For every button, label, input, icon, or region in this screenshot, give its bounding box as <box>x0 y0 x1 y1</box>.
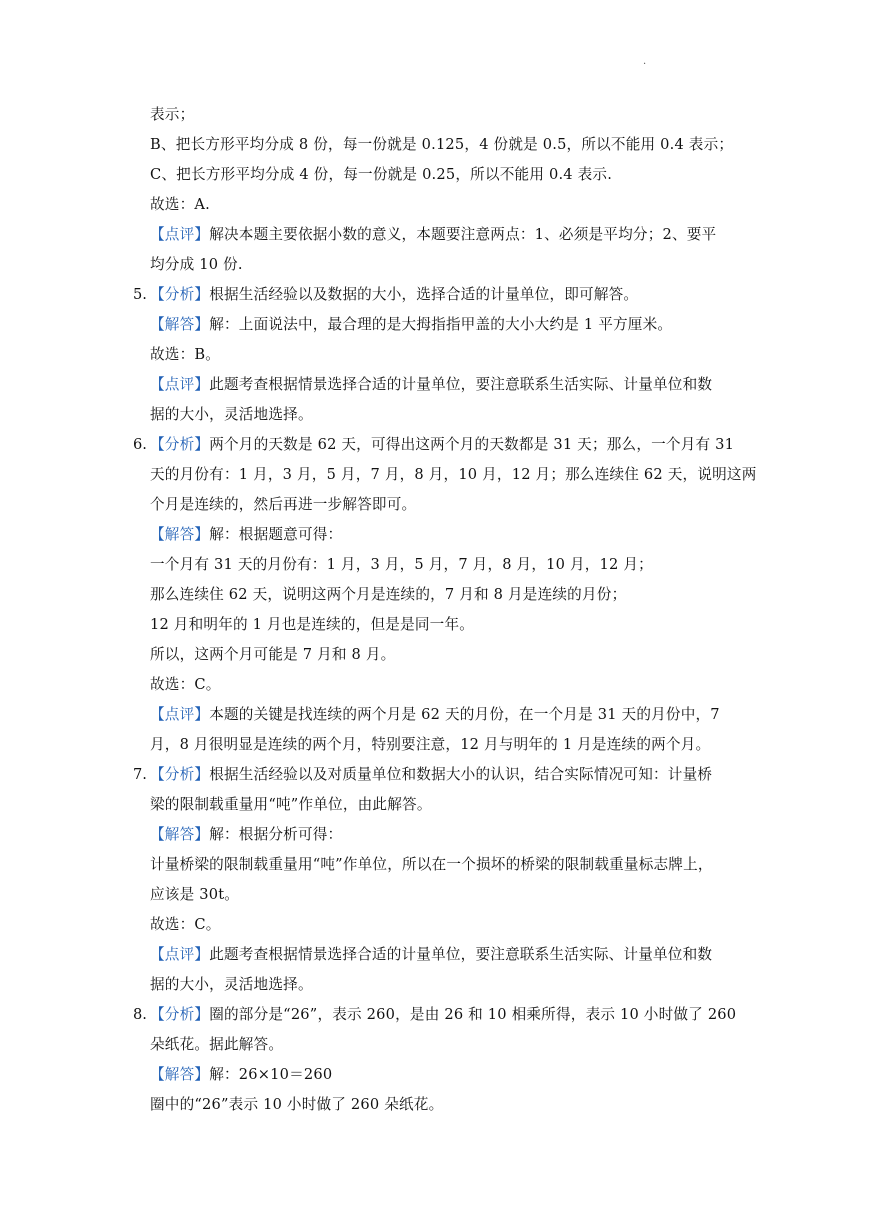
line-text: 本题的关键是找连续的两个月是 62 天的月份，在一个月是 31 天的月份中，7 <box>209 706 720 723</box>
text-line <box>150 614 474 636</box>
text-line <box>150 1094 443 1116</box>
section-tag: 【分析】 <box>150 286 210 303</box>
line-text: 天的月份有：1 月，3 月，5 月，7 月，8 月，10 月，12 月；那么连续住 62 天，说明这两 <box>150 466 757 483</box>
text-line <box>150 674 221 696</box>
text-line <box>150 764 712 786</box>
line-text: 那么连续住 62 天，说明这两个月是连续的，7 月和 8 月是连续的月份； <box>150 586 627 603</box>
line-text: 据的大小，灵活地选择。 <box>150 406 313 423</box>
line-text: 均分成 10 份. <box>150 256 243 273</box>
line-text: 所以，这两个月可能是 7 月和 8 月。 <box>150 646 396 663</box>
line-text: 梁的限制载重量用“吨”作单位，由此解答。 <box>150 796 432 813</box>
line-text: 个月是连续的，然后再进一步解答即可。 <box>150 496 417 513</box>
section-tag: 【解答】 <box>150 1066 210 1083</box>
page-marker: . <box>643 56 647 67</box>
line-text: 解：根据题意可得： <box>209 526 343 543</box>
line-text: 计量桥梁的限制载重量用“吨”作单位，所以在一个损坏的桥梁的限制载重量标志牌上， <box>150 856 713 873</box>
line-text: 两个月的天数是 62 天，可得出这两个月的天数都是 31 天；那么，一个月有 31 <box>209 436 735 453</box>
section-tag: 【点评】 <box>150 946 210 963</box>
line-text: 解决本题主要依据小数的意义，本题要注意两点：1、必须是平均分；2、要平 <box>209 226 717 243</box>
line-text: 故选：B。 <box>150 346 221 363</box>
section-tag: 【点评】 <box>150 706 210 723</box>
text-line <box>150 284 638 306</box>
line-text: 解：根据分析可得： <box>209 826 343 843</box>
text-line <box>150 884 239 906</box>
line-text: 月，8 月很明显是连续的两个月，特别要注意，12 月与明年的 1 月是连续的两个月。 <box>150 736 711 753</box>
line-text: 此题考查根据情景选择合适的计量单位，要注意联系生活实际、计量单位和数 <box>209 376 713 393</box>
line-text: C、把长方形平均分成 4 份，每一份就是 0.25，所以不能用 0.4 表示. <box>150 166 613 183</box>
section-tag: 【点评】 <box>150 226 210 243</box>
text-line <box>150 374 712 396</box>
line-text: 故选：C。 <box>150 676 221 693</box>
line-text: 解：上面说法中，最合理的是大拇指指甲盖的大小大约是 1 平方厘米。 <box>209 316 673 333</box>
text-line <box>150 644 395 666</box>
question-number: 7. <box>133 766 147 783</box>
text-line <box>150 524 342 546</box>
text-line <box>150 854 713 876</box>
line-text: 故选：A. <box>150 196 210 213</box>
text-line <box>150 554 653 576</box>
text-line <box>150 944 712 966</box>
text-line <box>150 224 716 246</box>
line-text: 朵纸花。据此解答。 <box>150 1036 284 1053</box>
section-tag: 【点评】 <box>150 376 210 393</box>
section-tag: 【分析】 <box>150 1006 210 1023</box>
line-text: 表示； <box>150 106 195 123</box>
text-line <box>150 704 720 726</box>
question-number: 6. <box>133 436 147 453</box>
text-line <box>150 914 221 936</box>
line-text: B、把长方形平均分成 8 份，每一份就是 0.125，4 份就是 0.5，所以不能用 0.4 表示； <box>150 136 734 153</box>
text-line <box>150 134 733 156</box>
section-tag: 【分析】 <box>150 436 210 453</box>
text-line <box>150 824 342 846</box>
text-line <box>150 464 757 486</box>
text-line <box>150 104 194 126</box>
question-number: 8. <box>133 1006 147 1023</box>
line-text: 应该是 30t。 <box>150 886 240 903</box>
text-line <box>150 344 220 366</box>
line-text: 圈中的“26”表示 10 小时做了 260 朵纸花。 <box>150 1096 444 1113</box>
text-line <box>150 584 626 606</box>
text-line <box>150 314 672 336</box>
text-line <box>150 794 432 816</box>
section-tag: 【解答】 <box>150 526 210 543</box>
text-line <box>150 974 313 996</box>
text-line <box>150 494 416 516</box>
section-tag: 【解答】 <box>150 826 210 843</box>
line-text: 一个月有 31 天的月份有：1 月，3 月，5 月，7 月，8 月，10 月，12 月； <box>150 556 653 573</box>
text-line <box>150 254 243 276</box>
text-line <box>150 1034 283 1056</box>
line-text: 圈的部分是“26”，表示 260，是由 26 和 10 相乘所得，表示 10 小时做了 260 <box>209 1006 737 1023</box>
text-line <box>150 164 612 186</box>
text-line <box>150 194 210 216</box>
line-text: 12 月和明年的 1 月也是连续的，但是是同一年。 <box>150 616 475 633</box>
line-text: 据的大小，灵活地选择。 <box>150 976 313 993</box>
question-number: 5. <box>133 286 147 303</box>
text-line <box>150 434 734 456</box>
line-text: 解：26×10＝260 <box>209 1066 333 1083</box>
line-text: 根据生活经验以及数据的大小，选择合适的计量单位，即可解答。 <box>209 286 639 303</box>
line-text: 故选：C。 <box>150 916 221 933</box>
text-line <box>150 1064 332 1086</box>
section-tag: 【分析】 <box>150 766 210 783</box>
text-line <box>150 734 710 756</box>
line-text: 此题考查根据情景选择合适的计量单位，要注意联系生活实际、计量单位和数 <box>209 946 713 963</box>
text-line <box>150 1004 736 1026</box>
line-text: 根据生活经验以及对质量单位和数据大小的认识，结合实际情况可知：计量桥 <box>209 766 713 783</box>
text-line <box>150 404 313 426</box>
section-tag: 【解答】 <box>150 316 210 333</box>
